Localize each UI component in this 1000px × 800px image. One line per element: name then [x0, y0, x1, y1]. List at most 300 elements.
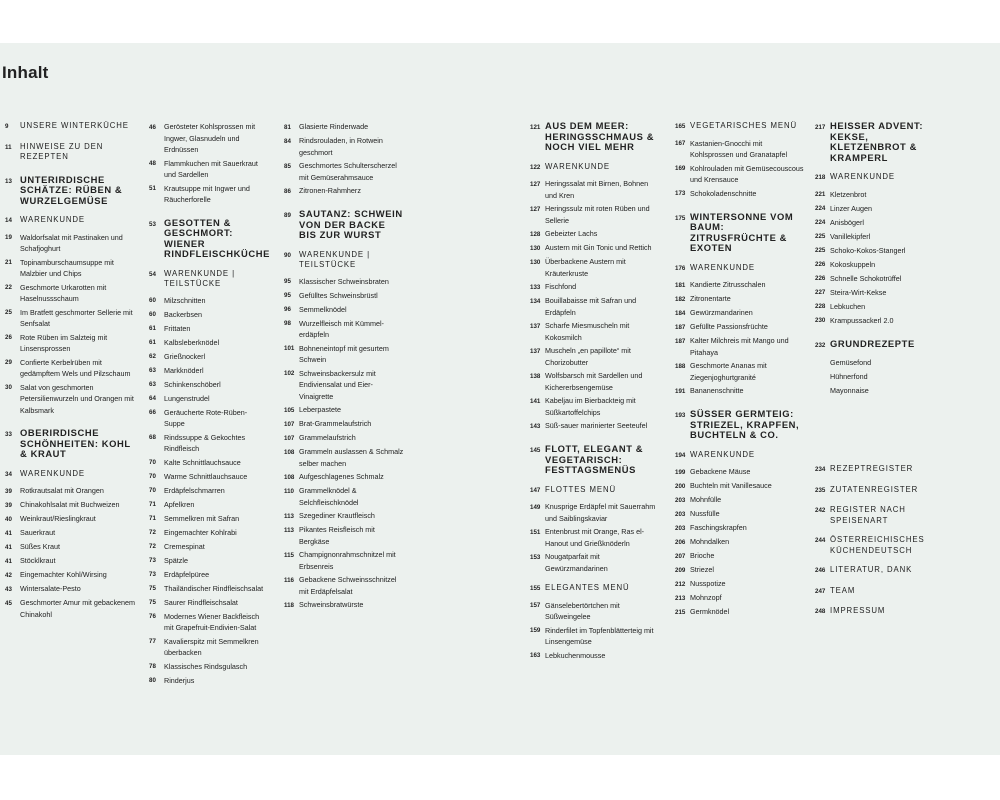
entry-title: Geräucherte Rote-Rüben-Suppe [164, 407, 248, 428]
entry-title: Schweinsbratwürste [299, 600, 364, 609]
toc-entry[interactable] [149, 121, 267, 156]
toc-entry[interactable] [149, 457, 267, 469]
toc-entry[interactable] [149, 611, 267, 634]
page-number: 163 [530, 652, 541, 659]
entry-title: Knusprige Erdäpfel mit Sauerrahm und Saiblingskaviar [545, 502, 656, 523]
toc-entry[interactable] [284, 135, 404, 158]
page-number: 173 [675, 190, 686, 197]
toc-entry[interactable] [815, 315, 935, 327]
toc-entry[interactable] [815, 259, 935, 271]
page-number: 191 [675, 387, 686, 395]
entry-title: Austern mit Gin Tonic und Rettich [545, 243, 652, 252]
toc-entry[interactable] [530, 320, 662, 343]
toc-entry[interactable] [149, 323, 267, 335]
toc-entry[interactable] [530, 551, 662, 574]
toc-chapter[interactable] [530, 444, 662, 476]
toc-section[interactable] [675, 121, 805, 133]
entry-title: FLOTTES MENÜ [545, 484, 617, 494]
entry-title: Muscheln „en papillote“ mit Chorizobutter [545, 346, 631, 367]
page-number: 200 [675, 482, 686, 490]
page-number: 133 [530, 283, 541, 291]
toc-entry[interactable] [5, 555, 138, 567]
page-number: 113 [284, 512, 294, 520]
toc-entry[interactable] [815, 273, 935, 285]
entry-title: Entenbrust mit Orange, Ras el-Hanout und Grießknöderln [545, 527, 645, 548]
entry-title: Heringssalat mit Birnen, Bohnen und Kren [545, 179, 649, 200]
toc-entry[interactable] [284, 574, 404, 597]
toc-entry[interactable] [675, 385, 805, 397]
toc-chapter[interactable] [675, 212, 805, 254]
page-number: 43 [5, 585, 12, 593]
toc-entry[interactable] [5, 232, 138, 255]
toc-subentry[interactable]: Hühnerfond [830, 372, 868, 381]
toc-section[interactable] [5, 142, 138, 163]
entry-title: Mohnzopf [690, 593, 722, 602]
page-number: 215 [675, 608, 686, 616]
entry-title: Lebkuchen [830, 301, 866, 311]
page-number: 187 [675, 337, 686, 345]
entry-title: WARENKUNDE | TEILSTÜCKE [299, 249, 371, 269]
toc-entry[interactable] [530, 370, 662, 393]
entry-title: Anisbögerl [830, 217, 864, 227]
entry-title: Krautsuppe mit Ingwer und Räucherforelle [164, 183, 250, 204]
page-number: 13 [5, 177, 12, 185]
page-number: 45 [5, 599, 12, 607]
toc-entry[interactable] [149, 183, 267, 206]
page-number: 224 [815, 219, 826, 226]
page-number: 207 [675, 552, 686, 560]
toc-section[interactable] [815, 485, 935, 497]
toc-entry[interactable] [675, 138, 805, 161]
toc-entry[interactable] [530, 256, 662, 279]
page-number: 66 [149, 409, 156, 416]
page-number: 14 [5, 217, 12, 224]
page-number: 73 [149, 557, 156, 564]
toc-entry[interactable] [675, 508, 805, 520]
toc-entry[interactable] [5, 332, 138, 355]
page-number: 113 [284, 526, 294, 534]
toc-entry[interactable] [284, 432, 404, 444]
entry-title: Kalbsleberknödel [164, 337, 220, 347]
toc-entry[interactable] [149, 158, 267, 181]
toc-entry[interactable] [530, 281, 662, 293]
entry-title: Szegediner Krautfleisch [299, 511, 375, 520]
entry-title: IMPRESSUM [830, 606, 886, 615]
page-number: 234 [815, 466, 826, 473]
entry-title: Lungenstrudel [164, 393, 210, 403]
entry-title: Gebackene Schweinsschnitzel mit Erdäpfelsalat [299, 575, 397, 596]
page-number: 203 [675, 524, 686, 532]
spacer [815, 399, 935, 455]
entry-title: Glasierte Rinderwade [299, 122, 369, 131]
toc-section[interactable] [5, 469, 138, 481]
toc-entry[interactable] [284, 368, 404, 403]
toc-entry[interactable] [815, 301, 935, 313]
entry-title: Krampussackerl 2.0 [830, 315, 894, 325]
toc-entry[interactable] [149, 541, 267, 553]
page-number: 194 [675, 451, 686, 459]
toc-entry[interactable] [5, 513, 138, 525]
toc-entry[interactable] [5, 527, 138, 539]
toc-entry[interactable] [815, 245, 935, 257]
toc-entry[interactable] [530, 395, 662, 418]
toc-section[interactable] [815, 535, 935, 556]
toc-entry[interactable] [284, 185, 404, 197]
toc-entry[interactable] [149, 555, 267, 567]
page-number: 217 [815, 124, 826, 131]
toc-entry[interactable] [675, 307, 805, 319]
toc-entry[interactable] [284, 524, 404, 547]
toc-entry[interactable] [149, 309, 267, 321]
toc-entry[interactable] [530, 178, 662, 201]
toc-section[interactable] [815, 505, 935, 526]
toc-entry[interactable] [675, 564, 805, 576]
toc-chapter[interactable] [815, 339, 935, 352]
page-number: 151 [530, 528, 541, 536]
toc-entry[interactable] [149, 393, 267, 405]
toc-entry[interactable] [815, 203, 935, 215]
toc-entry[interactable] [284, 121, 404, 133]
entry-title: Kokoskuppeln [830, 259, 876, 269]
page-number: 26 [5, 334, 12, 341]
toc-entry[interactable] [675, 360, 805, 383]
toc-entry[interactable] [530, 501, 662, 524]
toc-entry[interactable] [530, 228, 662, 240]
toc-chapter[interactable] [284, 209, 404, 241]
toc-chapter[interactable] [149, 216, 270, 260]
toc-entry[interactable] [149, 661, 267, 673]
page-number: 153 [530, 553, 541, 561]
toc-entry[interactable] [149, 379, 267, 391]
entry-title: Steira-Wirt-Kekse [830, 287, 887, 297]
toc-section[interactable] [815, 464, 935, 476]
toc-entry[interactable] [5, 357, 138, 380]
entry-title: Kabeljau im Bierbackteig mit Süßkartoffelchips [545, 396, 636, 417]
entry-title: Gebeizter Lachs [545, 229, 598, 238]
toc-entry[interactable] [530, 295, 662, 318]
toc-section[interactable] [815, 172, 935, 184]
entry-title: WARENKUNDE [830, 172, 896, 181]
entry-title: Erdäpfelpüree [164, 569, 210, 579]
entry-title: Rotkrautsalat mit Orangen [20, 486, 104, 495]
page-number: 60 [149, 297, 156, 304]
toc-entry[interactable] [284, 485, 404, 508]
entry-title: WARENKUNDE [20, 468, 86, 478]
entry-title: Grammeln auslassen & Schmalz selber machen [299, 447, 404, 468]
entry-title: Germknödel [690, 607, 730, 616]
page-number: 98 [284, 320, 291, 327]
entry-title: WARENKUNDE [690, 262, 756, 272]
toc-section[interactable] [284, 250, 404, 271]
page-number: 213 [675, 594, 686, 602]
entry-title: Rinderjus [164, 675, 195, 685]
page-number: 232 [815, 341, 826, 349]
toc-entry[interactable] [284, 549, 404, 572]
toc-entry[interactable] [149, 636, 267, 659]
toc-entry[interactable] [675, 163, 805, 186]
toc-entry[interactable] [284, 290, 404, 302]
toc-entry[interactable] [530, 242, 662, 254]
page-number: 130 [530, 244, 541, 252]
toc-entry[interactable] [675, 188, 805, 200]
page-number: 244 [815, 537, 826, 544]
toc-entry[interactable] [5, 499, 138, 511]
toc-entry[interactable] [5, 597, 138, 620]
toc-column-6 [815, 121, 935, 623]
entry-title: HEISSER ADVENT: KEKSE, KLETZENBROT & KRAMPERL [830, 120, 924, 163]
entry-title: Kavalierspitz mit Semmelkren überbacken [164, 636, 259, 657]
page-number: 199 [675, 468, 686, 476]
toc-entry[interactable] [149, 569, 267, 581]
toc-entry[interactable] [530, 420, 662, 432]
toc-entry[interactable] [149, 583, 267, 595]
page-number: 89 [284, 212, 291, 219]
toc-entry[interactable] [675, 550, 805, 562]
entry-title: Aufgeschlagenes Schmalz [299, 472, 384, 481]
toc-entry[interactable] [149, 597, 267, 609]
toc-entry[interactable] [530, 600, 662, 623]
toc-entry[interactable] [675, 536, 805, 548]
page-number: 221 [815, 191, 826, 198]
page-number: 226 [815, 261, 826, 268]
toc-section[interactable] [815, 606, 935, 618]
entry-title: Grießnockerl [164, 351, 206, 361]
entry-title: WARENKUNDE | TEILSTÜCKE [164, 268, 236, 288]
page-title: Inhalt [2, 63, 49, 82]
toc-entry[interactable] [149, 675, 267, 687]
entry-title: WARENKUNDE [20, 215, 86, 224]
page-number: 70 [149, 487, 156, 494]
entry-title: Markknöderl [164, 365, 204, 375]
page-number: 226 [815, 275, 826, 282]
entry-title: Semmelkren mit Safran [164, 513, 240, 523]
page-number: 235 [815, 486, 826, 494]
entry-title: Mohnfülle [690, 495, 722, 504]
page-number: 70 [149, 473, 156, 480]
page-number: 60 [149, 311, 156, 318]
toc-entry[interactable] [284, 318, 404, 341]
page-number: 22 [5, 284, 12, 291]
toc-entry[interactable] [675, 335, 805, 358]
page-number: 115 [284, 551, 294, 559]
entry-title: Zitronentarte [690, 294, 731, 303]
entry-title: Bohneneintopf mit gesurtem Schwein [299, 343, 389, 364]
page-number: 165 [675, 123, 686, 130]
toc-entry[interactable] [530, 345, 662, 368]
toc-entry[interactable] [675, 522, 805, 534]
entry-title: Geschmorte Ananas mit Ziegenjoghurtgranité [690, 361, 767, 382]
entry-title: LITERATUR, DANK [830, 565, 913, 574]
page-number: 29 [5, 359, 12, 366]
page-number: 157 [530, 602, 541, 609]
toc-chapter[interactable] [5, 428, 138, 460]
entry-title: Grammelknödel & Selchfleischknödel [299, 486, 359, 507]
toc-entry[interactable] [675, 480, 805, 492]
toc-entry[interactable] [675, 293, 805, 305]
toc-entry[interactable] [149, 351, 267, 363]
toc-entry[interactable] [149, 337, 267, 349]
page-number: 72 [149, 543, 156, 550]
page-number: 71 [149, 501, 156, 508]
entry-title: Semmelknödel [299, 304, 347, 314]
page-number: 68 [149, 434, 156, 441]
page-number: 203 [675, 496, 686, 504]
toc-column-4 [530, 121, 662, 664]
toc-entry[interactable] [149, 365, 267, 377]
page-number: 9 [5, 123, 9, 130]
toc-entry[interactable] [149, 499, 267, 511]
toc-entry[interactable] [284, 471, 404, 483]
toc-chapter[interactable] [675, 409, 805, 441]
toc-entry[interactable] [284, 304, 404, 316]
entry-title: Gefülltes Schweinsbrüstl [299, 290, 378, 300]
toc-entry[interactable] [815, 217, 935, 229]
toc-chapter[interactable] [815, 121, 935, 163]
toc-entry[interactable] [5, 541, 138, 553]
page-number: 225 [815, 247, 826, 254]
entry-title: Geschmorte Urkarotten mit Haselnussschaum [20, 282, 107, 303]
toc-section[interactable] [530, 162, 662, 174]
toc-section[interactable] [815, 565, 935, 577]
page-number: 73 [149, 571, 156, 578]
toc-entry[interactable] [5, 485, 138, 497]
toc-chapter[interactable] [530, 121, 662, 153]
page-number: 70 [149, 459, 156, 466]
entry-title: Wintersalate-Pesto [20, 584, 81, 593]
toc-section[interactable] [675, 450, 805, 462]
toc-entry[interactable] [284, 446, 404, 469]
page-number: 227 [815, 289, 826, 296]
toc-entry[interactable] [675, 592, 805, 604]
toc-section[interactable] [675, 263, 805, 275]
entry-title: Zitronen-Rahmherz [299, 186, 361, 195]
entry-title: Nougatparfait mit Gewürzmandarinen [545, 552, 608, 573]
toc-entry[interactable] [5, 307, 138, 330]
toc-entry[interactable] [149, 471, 267, 483]
toc-entry[interactable] [675, 279, 805, 291]
entry-title: Überbackene Austern mit Kräuterkruste [545, 257, 626, 278]
page-number: 54 [149, 270, 156, 278]
entry-title: Kohlrouladen mit Gemüsecouscous und Krensauce [690, 163, 804, 184]
page-number: 147 [530, 486, 541, 494]
toc-entry[interactable] [530, 203, 662, 226]
entry-title: Saurer Rindfleischsalat [164, 597, 238, 607]
page-number: 203 [675, 510, 686, 518]
toc-entry[interactable] [530, 526, 662, 549]
toc-entry[interactable] [149, 407, 267, 430]
entry-title: TEAM [830, 585, 856, 595]
entry-title: WARENKUNDE [545, 161, 611, 171]
page-number: 51 [149, 185, 156, 192]
entry-title: Kastanien-Gnocchi mit Kohlsprossen und Granatapfel [690, 138, 788, 159]
entry-title: Süß-sauer marinierter Seeteufel [545, 421, 648, 430]
entry-title: Milzschnitten [164, 295, 206, 305]
toc-entry[interactable] [815, 231, 935, 243]
toc-entry[interactable] [5, 382, 138, 417]
toc-entry[interactable] [815, 189, 935, 201]
entry-title: Schoko-Kokos-Stangerl [830, 245, 906, 255]
toc-entry[interactable] [149, 295, 267, 307]
page-number: 19 [5, 234, 12, 241]
page-number: 141 [530, 397, 541, 405]
toc-entry[interactable] [675, 494, 805, 506]
toc-chapter[interactable] [5, 175, 138, 207]
toc-subentry[interactable]: Mayonnaise [830, 386, 869, 395]
toc-entry[interactable] [284, 599, 404, 611]
entry-title: REZEPTREGISTER [830, 464, 914, 473]
toc-entry[interactable] [284, 418, 404, 430]
toc-entry[interactable] [284, 510, 404, 522]
page-number: 137 [530, 322, 541, 330]
page-number: 118 [284, 601, 294, 609]
page-number: 75 [149, 585, 156, 592]
toc-entry[interactable] [149, 485, 267, 497]
entry-title: Gänselebertörtchen mit Süßweingelee [545, 600, 620, 621]
toc-entry[interactable] [675, 321, 805, 333]
entry-title: Geschmortes Schulterscherzel mit Gemüserahmsauce [299, 161, 397, 182]
toc-entry[interactable] [5, 257, 138, 280]
toc-section[interactable] [530, 583, 662, 595]
toc-subentry[interactable]: Gemüsefond [830, 358, 872, 367]
entry-title: Nusspotize [690, 579, 726, 588]
toc-entry[interactable] [5, 569, 138, 581]
page-number: 64 [149, 395, 156, 402]
toc-entry[interactable] [149, 432, 267, 455]
page-number: 40 [5, 515, 12, 523]
toc-entry[interactable] [284, 160, 404, 183]
toc-entry[interactable] [530, 625, 662, 648]
toc-entry[interactable] [284, 404, 404, 416]
entry-title: Sauerkraut [20, 528, 56, 537]
page-number: 110 [284, 487, 294, 495]
entry-title: Spätzle [164, 555, 188, 565]
entry-title: UNTERIRDISCHE SCHÄTZE: RÜBEN & WURZELGEMÜSE [20, 173, 123, 206]
toc-section[interactable] [5, 215, 138, 227]
toc-section[interactable] [530, 485, 662, 497]
page-number: 242 [815, 507, 826, 514]
toc-entry[interactable] [5, 282, 138, 305]
toc-entry[interactable] [530, 650, 662, 662]
page-number: 61 [149, 339, 156, 346]
toc-section[interactable] [149, 269, 267, 290]
toc-entry[interactable] [815, 287, 935, 299]
toc-entry[interactable] [675, 578, 805, 590]
page-number: 218 [815, 174, 826, 181]
toc-section[interactable] [815, 586, 935, 598]
toc-section[interactable] [5, 121, 138, 133]
toc-entry[interactable] [284, 343, 404, 366]
page-number: 225 [815, 233, 826, 240]
page-number: 212 [675, 580, 686, 588]
entry-title: Eingemachter Kohlrabi [164, 527, 237, 537]
entry-title: ZUTATENREGISTER [830, 484, 919, 494]
toc-entry[interactable] [675, 606, 805, 618]
entry-title: Vanillekipferl [830, 231, 871, 241]
page-number: 63 [149, 381, 156, 388]
entry-title: Klassisches Rindsgulasch [164, 661, 248, 671]
toc-entry[interactable] [675, 466, 805, 478]
entry-title: Backerbsen [164, 309, 202, 319]
entry-title: Cremespinat [164, 541, 205, 551]
toc-entry[interactable] [149, 527, 267, 539]
page-number: 108 [284, 448, 295, 456]
toc-entry[interactable] [284, 276, 404, 288]
entry-title: Apfelkren [164, 499, 195, 509]
toc-entry[interactable] [5, 583, 138, 595]
entry-title: Pikantes Reisfleisch mit Bergkäse [299, 525, 375, 546]
toc-entry[interactable] [149, 513, 267, 525]
entry-title: Champignonrahmschnitzel mit Erbsenreis [299, 550, 396, 571]
